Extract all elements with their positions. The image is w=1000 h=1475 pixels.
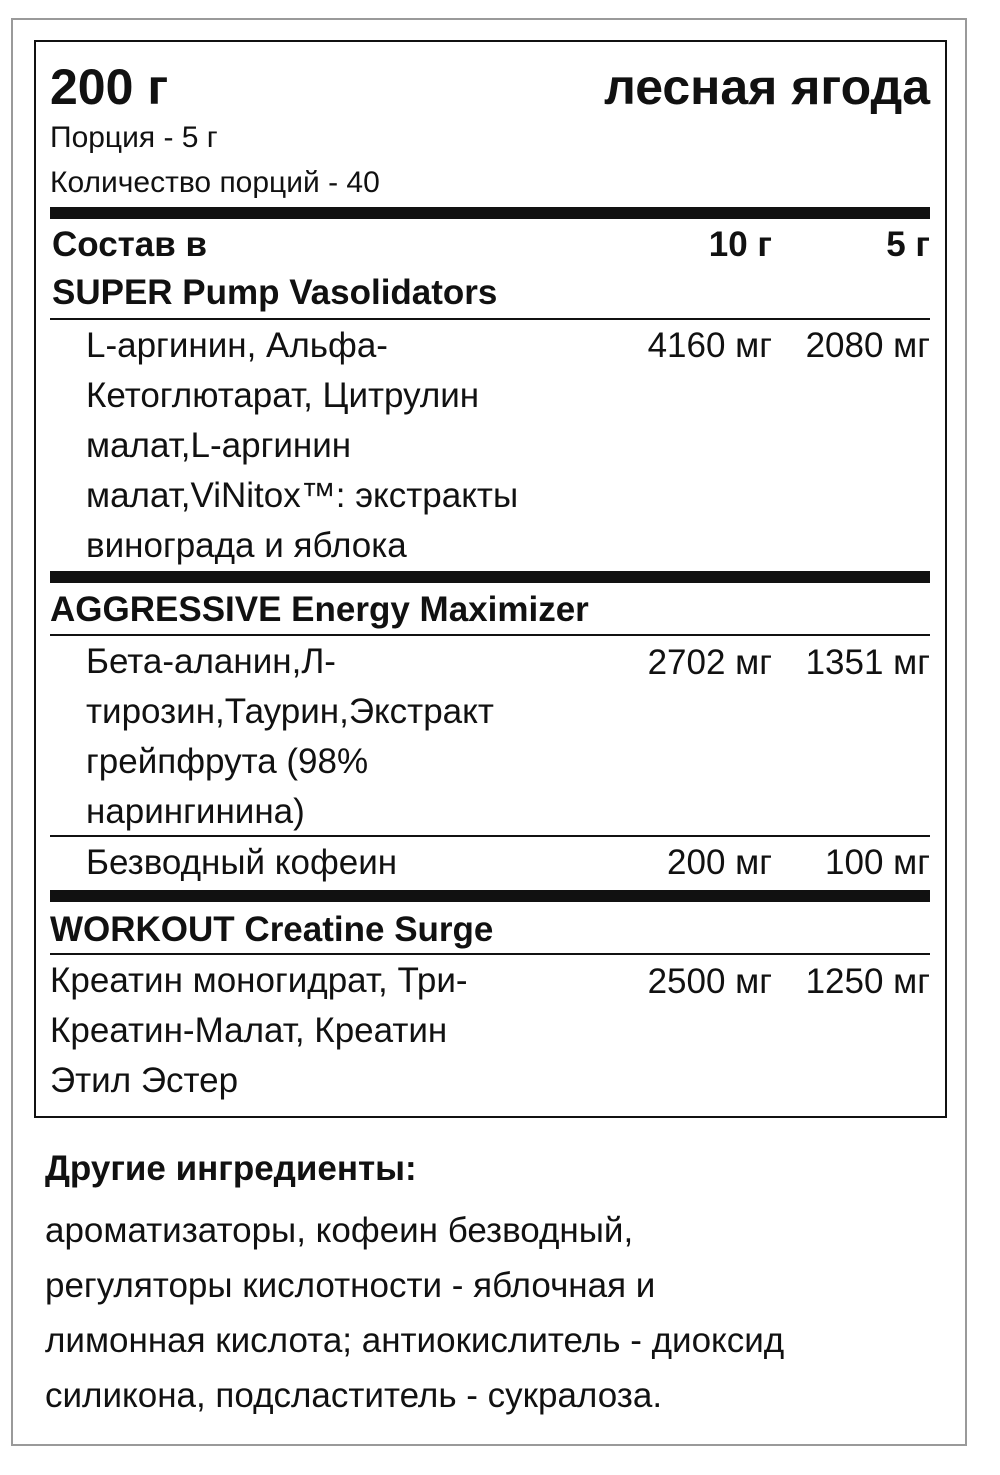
amount-5g: 100 мг (825, 843, 930, 882)
divider-thin (50, 835, 930, 837)
ingredient-list: L-аргинин, Альфа- Кетоглютарат, Цитрулин малат,L-аргинин малат,ViNitox™: экстракты винограда и яблока (86, 326, 519, 565)
divider-thin (50, 318, 930, 320)
divider-thick (50, 207, 930, 219)
composition-heading: Состав в (52, 225, 208, 264)
section-title: SUPER Pump Vasolidators (52, 273, 498, 312)
section-title: WORKOUT Creatine Surge (50, 910, 494, 949)
divider-thick (50, 890, 930, 902)
amount-10g: 200 мг (667, 843, 772, 882)
column-10g: 10 г (708, 225, 772, 264)
flavor: лесная ягода (604, 59, 930, 115)
ingredient-list: Бета-аланин,Л- тирозин,Таурин,Экстракт грейпфрута (98% нарингинина) (86, 642, 494, 831)
column-5g: 5 г (886, 225, 930, 264)
divider-thin (50, 953, 930, 955)
other-ingredients-text: ароматизаторы, кофеин безводный, регуляторы кислотности - яблочная и лимонная кислота; антиокислитель - диоксид силикона, подсластитель - сукралоза. (45, 1211, 785, 1415)
net-weight: 200 г (50, 59, 169, 115)
amount-10g: 2702 мг (647, 643, 772, 682)
amount-5g: 2080 мг (805, 326, 930, 365)
amount-5g: 1250 мг (805, 962, 930, 1001)
ingredient-list: Креатин моногидрат, Три- Креатин-Малат, Креатин Этил Эстер (50, 961, 468, 1100)
amount-10g: 2500 мг (647, 962, 772, 1001)
serving-size: Порция - 5 г (50, 121, 218, 154)
amount-5g: 1351 мг (805, 643, 930, 682)
divider-thin (50, 634, 930, 636)
other-ingredients-title: Другие ингредиенты: (45, 1149, 417, 1188)
ingredient-list: Безводный кофеин (86, 843, 398, 882)
section-title: AGGRESSIVE Energy Maximizer (50, 590, 589, 629)
servings-count: Количество порций - 40 (50, 166, 380, 199)
divider-thick (50, 571, 930, 583)
amount-10g: 4160 мг (647, 326, 772, 365)
